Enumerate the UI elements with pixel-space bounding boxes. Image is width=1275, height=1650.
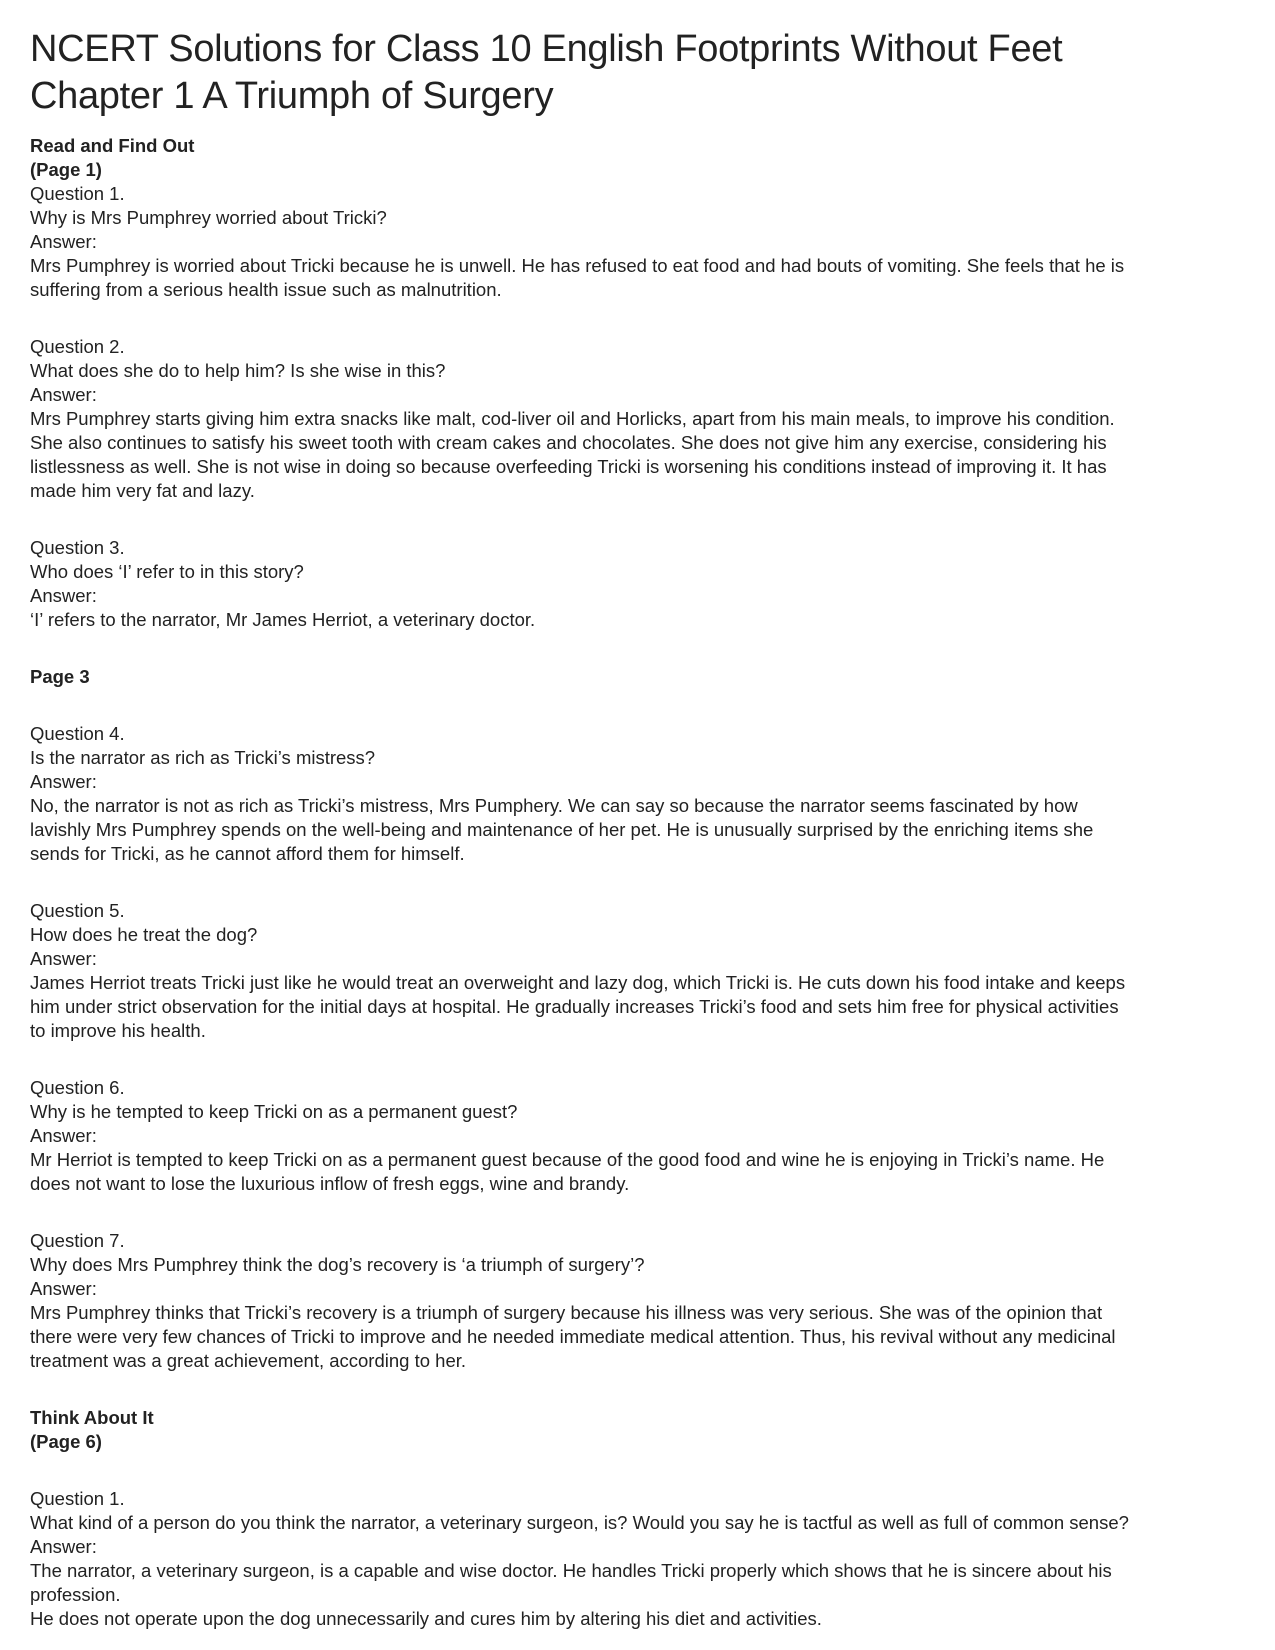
question-label: Question 2.: [30, 336, 125, 357]
answer-label: Answer:: [30, 948, 97, 969]
answer-label: Answer:: [30, 1536, 97, 1557]
question-text: Who does ‘I’ refer to in this story?: [30, 561, 304, 582]
question-text: Why is he tempted to keep Tricki on as a permanent guest?: [30, 1101, 518, 1122]
question-label: Question 6.: [30, 1077, 125, 1098]
answer-label: Answer:: [30, 384, 97, 405]
section-heading: Read and Find Out: [30, 135, 195, 156]
answer-line: Mr Herriot is tempted to keep Tricki on as a permanent guest because of the good food and wine he is enjoying in Tricki’s name. He: [30, 1149, 1105, 1170]
answer-line: Mrs Pumphrey starts giving him extra snacks like malt, cod-liver oil and Horlicks, apart from his main meals, to improve his condition.: [30, 408, 1115, 429]
question-label: Question 5.: [30, 900, 125, 921]
answer-line: lavishly Mrs Pumphrey spends on the well-being and maintenance of her pet. He is unusually surprised by the enriching items she: [30, 819, 1094, 840]
answer-line: James Herriot treats Tricki just like he would treat an overweight and lazy dog, which Tricki is. He cuts down his food intake and keeps: [30, 972, 1126, 993]
question-label: Question 4.: [30, 723, 125, 744]
answer-line: Mrs Pumphrey thinks that Tricki’s recovery is a triumph of surgery because his illness was very serious. She was of the opinion that: [30, 1302, 1103, 1323]
answer-label: Answer:: [30, 771, 97, 792]
page-heading: Page 3: [30, 666, 90, 687]
question-text: What kind of a person do you think the narrator, a veterinary surgeon, is? Would you say he is tactful as well as full of common sense?: [30, 1512, 1129, 1533]
answer-line: profession.: [30, 1584, 121, 1605]
question-block-q7: [30, 1229, 1255, 1373]
answer-line: listlessness as well. She is not wise in doing so because overfeeding Tricki is worsening his conditions instead of improving it. It has: [30, 456, 1107, 477]
question-label: Question 1.: [30, 183, 125, 204]
question-block-q5: [30, 899, 1255, 1043]
section-page-ref: (Page 6): [30, 1431, 102, 1452]
question-block-q4: [30, 722, 1255, 866]
answer-line: treatment was a great achievement, according to her.: [30, 1350, 467, 1371]
answer-line: The narrator, a veterinary surgeon, is a capable and wise doctor. He handles Tricki properly which shows that he is sincere about his: [30, 1560, 1112, 1581]
question-text: What does she do to help him? Is she wise in this?: [30, 360, 446, 381]
answer-line: suffering from a serious health issue such as malnutrition.: [30, 279, 502, 300]
question-text: How does he treat the dog?: [30, 924, 258, 945]
answer-line: He does not operate upon the dog unnecessarily and cures him by altering his diet and activities.: [30, 1608, 822, 1629]
question-label: Question 7.: [30, 1230, 125, 1251]
answer-line: She also continues to satisfy his sweet tooth with cream cakes and chocolates. She does not give him any exercise, considering his: [30, 432, 1107, 453]
title-line-1: NCERT Solutions for Class 10 English Footprints Without Feet: [30, 28, 1063, 70]
question-label: Question 3.: [30, 537, 125, 558]
answer-line: to improve his health.: [30, 1020, 206, 1041]
section-heading: Think About It: [30, 1407, 154, 1428]
answer-label: Answer:: [30, 1278, 97, 1299]
question-text: Is the narrator as rich as Tricki’s mistress?: [30, 747, 376, 768]
answer-label: Answer:: [30, 231, 97, 252]
answer-line: Mrs Pumphrey is worried about Tricki because he is unwell. He has refused to eat food and had bouts of vomiting. She feels that he is: [30, 255, 1125, 276]
answer-line: does not want to lose the luxurious inflow of fresh eggs, wine and brandy.: [30, 1173, 630, 1194]
answer-line: ‘I’ refers to the narrator, Mr James Herriot, a veterinary doctor.: [30, 609, 536, 630]
answer-label: Answer:: [30, 1125, 97, 1146]
section-page-ref: (Page 1): [30, 159, 102, 180]
document-title: [30, 26, 1255, 120]
question-text: Why does Mrs Pumphrey think the dog’s recovery is ‘a triumph of surgery’?: [30, 1254, 645, 1275]
question-block-q6: [30, 1076, 1255, 1196]
document-page: [30, 26, 1255, 1631]
answer-line: made him very fat and lazy.: [30, 480, 255, 501]
answer-label: Answer:: [30, 585, 97, 606]
question-block-think-q1: [30, 1487, 1255, 1631]
answer-line: there were very few chances of Tricki to improve and he needed immediate medical attention. Thus, his revival without any medicinal: [30, 1326, 1116, 1347]
question-block-q2: [30, 335, 1255, 503]
question-block-q3: [30, 536, 1255, 632]
question-text: Why is Mrs Pumphrey worried about Tricki?: [30, 207, 387, 228]
answer-line: sends for Tricki, as he cannot afford them for himself.: [30, 843, 465, 864]
answer-line: him under strict observation for the initial days at hospital. He gradually increases Tricki’s food and sets him free for physical activities: [30, 996, 1119, 1017]
question-label: Question 1.: [30, 1488, 125, 1509]
answer-line: No, the narrator is not as rich as Tricki’s mistress, Mrs Pumphery. We can say so because the narrator seems fascinated by how: [30, 795, 1078, 816]
question-block-q1: [30, 182, 1255, 302]
title-line-2: Chapter 1 A Triumph of Surgery: [30, 75, 554, 117]
